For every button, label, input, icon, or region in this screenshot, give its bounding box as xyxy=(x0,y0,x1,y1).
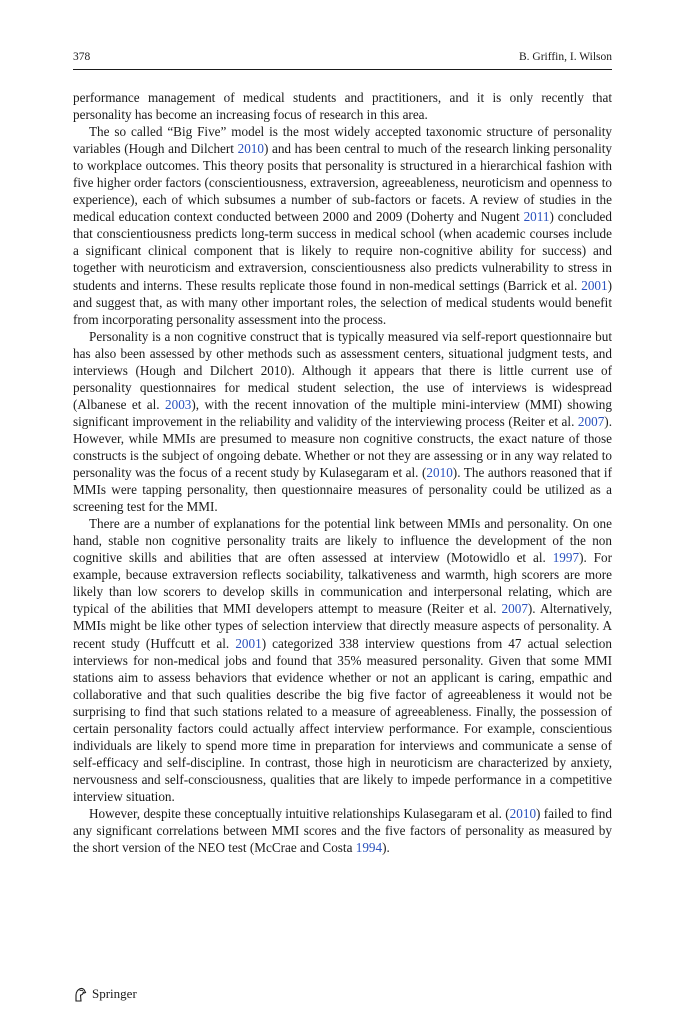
running-authors: B. Griffin, I. Wilson xyxy=(518,51,612,63)
paragraph-text: ) concluded that conscientiousness predicts long-term success in medical school (when academic courses include a significant clinical component that is likely to require non-cognitive ability for success) and together with neuroticism and extraversion, conscientiousness also predicts vulnerability to stress in students and interns. These results replicate those found in non-medical settings (Barrick et al. xyxy=(73,209,612,293)
paragraph-text: There are a number of explanations for the potential link between MMIs and personality. On one hand, stable non cognitive personality traits are likely to influence the development of the non cognitive skills and abilities that are often assessed at interview (Motowidlo et al. xyxy=(73,516,612,566)
paragraph-text: performance management of medical students and practitioners, and it is only recently that personality has become an increasing focus of research in this area. xyxy=(73,90,612,123)
paragraph xyxy=(73,89,612,123)
paragraph xyxy=(73,515,612,805)
citation-link[interactable]: 2010 xyxy=(509,805,537,821)
header-rule xyxy=(73,69,612,70)
citation-link[interactable]: 2007 xyxy=(501,601,528,617)
citation-link[interactable]: 1997 xyxy=(552,550,580,566)
citation-link[interactable]: 2001 xyxy=(581,277,608,293)
paragraph xyxy=(73,123,612,328)
citation-link[interactable]: 2011 xyxy=(523,209,550,225)
citation-link[interactable]: 1994 xyxy=(355,840,383,856)
paragraph-text: ). For example, because extraversion reflects sociability, talkativeness and warmth, high scorers are more likely than low scorers to develop skills in communication and interpersonal relating, which are typical of the abilities that MMI developers attempt to measure (Reiter et al. xyxy=(73,550,612,617)
springer-horse-icon xyxy=(73,987,87,1002)
publisher-name: Springer xyxy=(92,986,137,1001)
paragraph-text: ) and suggest that, as with many other important roles, the selection of medical students would benefit from incorporating personality assessment into the process. xyxy=(73,277,612,327)
paragraph-text: ) categorized 338 interview questions from 47 actual selection interviews for non-medical jobs and found that 35% measured personality. Given that some MMI stations aim to assess behaviors that evidence whether or not an applicant is caring, empathic and collaborative and that such qualities describe the big five factor of agreeableness it would not be surprising to find that such stations related to a measure of agreeableness. Finally, the possession of certain personality factors could actually affect interview performance. For example, conscientious individuals are likely to spend more time in preparation for interviews and communicate a sense of self-efficacy and self-discipline. In contrast, those high in neuroticism are characterized by anxiety, nervousness and self-consciousness, qualities that are likely to impede performance in a competitive interview situation. xyxy=(73,635,612,804)
paragraph-text: ). Alternatively, MMIs might be like other types of selection interview that directly measure aspects of personality. A recent study (Huffcutt et al. xyxy=(73,601,612,651)
paragraph-text: ). xyxy=(382,840,390,856)
publisher-footer xyxy=(73,986,137,1002)
citation-link[interactable]: 2007 xyxy=(577,413,605,429)
paragraph xyxy=(73,805,612,856)
paragraph-text: ) failed to find any significant correlations between MMI scores and the five factors of personality as measured by the short version of the NEO test (McCrae and Costa xyxy=(73,805,612,856)
paragraph-text: ) and has been central to much of the research linking personality to workplace outcomes. This theory posits that personality is structured in a hierarchical fashion with five higher order factors (conscientiousness, extraversion, agreeableness, neuroticism and openness to experience), each of which subsumes a number of sub-factors or facets. A review of studies in the medical education context conducted between 2000 and 2009 (Doherty and Nugent xyxy=(73,141,612,225)
citation-link[interactable]: 2010 xyxy=(426,465,453,481)
citation-link[interactable]: 2003 xyxy=(165,396,192,412)
citation-link[interactable]: 2001 xyxy=(235,635,262,651)
page-number: 378 xyxy=(73,51,91,63)
paragraph-text: The so called “Big Five” model is the most widely accepted taxonomic structure of personality variables (Hough and Dilchert xyxy=(73,124,612,157)
paragraph-text: ), with the recent innovation of the multiple mini-interview (MMI) showing significant improvement in the reliability and validity of the interviewing process (Reiter et al. xyxy=(73,396,612,429)
paragraph xyxy=(73,328,612,516)
paragraph-text: ). The authors reasoned that if MMIs were tapping personality, then questionnaire measures of personality could be utilized as a screening test for the MMI. xyxy=(73,465,612,515)
paragraph-text: Personality is a non cognitive construct that is typically measured via self-report questionnaire but has also been assessed by other methods such as assessment centers, situational judgment tests, and interviews (Hough and Dilchert 2010). Although it appears that there is little current use of personality questionnaires for medical student selection, the use of interviews is widespread (Albanese et al. xyxy=(73,328,612,412)
paragraph-text: ). However, while MMIs are presumed to measure non cognitive constructs, the exact nature of those constructs is the subject of ongoing debate. Whether or not they are assessing or in any way related to personality was the focus of a recent study by Kulasegaram et al. ( xyxy=(73,413,612,481)
running-header xyxy=(73,50,612,64)
article-body xyxy=(73,89,612,856)
citation-link[interactable]: 2010 xyxy=(237,141,264,157)
paragraph-text: However, despite these conceptually intuitive relationships Kulasegaram et al. ( xyxy=(89,805,510,821)
